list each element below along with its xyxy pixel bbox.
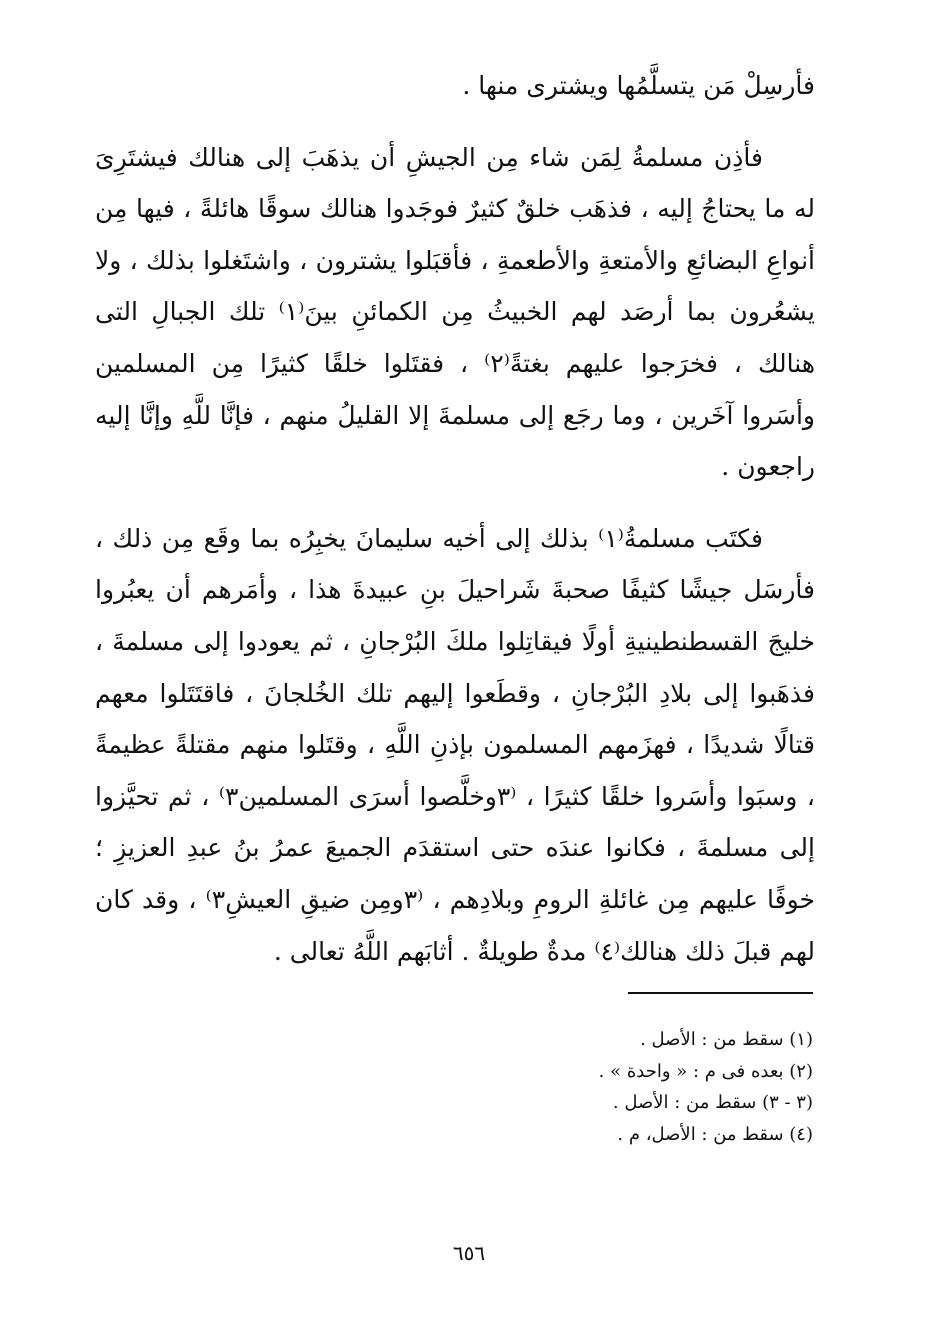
paragraph-maslama-letter: فكتَب مسلمةُ⁽١⁾ بذلك إلى أخيه سليمانَ يخبِرُه بما وقَع مِن ذلك ، فأرسَل جيشًا كثيفًا صحبةَ شَراحيلَ بنِ عبيدةَ هذا ، وأمَرهم أن يعبُروا خليجَ القسطنطينيةِ أولًا فيقاتِلوا ملكَ البُرْجانِ ، ثم يعودوا إلى مسلمةَ ، فذهَبوا إلى بلادِ البُرْجانِ ، وقطَعوا إليهم تلك الخُلجانَ ، فاقتَتَلوا معهم قتالًا شديدًا ، فهزَمهم المسلمون بإذنِ اللَّهِ ، وقتَلوا منهم مقتلةً عظيمةً ، وسبَوا وأسَروا خلقًا كثيرًا ، ⁽٣وخلَّصوا أسرَى المسلمين٣⁾ ، ثم تحيَّزوا إلى مسلمةَ ، فكانوا عندَه حتى استقدَم الجميعَ عمرُ بنُ عبدِ العزيزِ ؛ خوفًا عليهم مِن غائلةِ الرومِ وبلادِهم ، ⁽٣ومِن ضيقِ العيشِ٣⁾ ، وقد كان لهم قبلَ ذلك هنالك⁽٤⁾ مدةٌ طويلةٌ . أثابَهم اللَّهُ تعالى .: [95, 523, 815, 966]
footnotes: [420, 1024, 813, 1150]
footnote-3: (٣ - ٣) سقط من : الأصل .: [612, 1092, 813, 1113]
footnote-divider: [628, 992, 813, 994]
footnote-4: (٤) سقط من : الأصل، م .: [617, 1123, 813, 1145]
footnote-1: (١) سقط من : الأصل .: [640, 1029, 813, 1050]
page-number: ٦٥٦: [452, 1241, 486, 1265]
paragraph-continuation: فأرسِلْ مَن يتسلَّمُها ويشترى منها .: [462, 71, 815, 100]
main-text: [95, 60, 815, 977]
paragraph-army-ambush: فأذِن مسلمةُ لِمَن شاء مِن الجيشِ أن يذهَبَ إلى هنالك فيشتَرِىَ له ما يحتاجُ إليه ، فذهَب خلقٌ كثيرٌ فوجَدوا هنالك سوقًا هائلةً ، فيها مِن أنواعِ البضائعِ والأمتعةِ والأطعمةِ ، فأقبَلوا يشترون ، واشتَغلوا بذلك ، ولا يشعُرون بما أرصَد لهم الخبيثُ مِن الكمائنِ بينَ⁽١⁾ تلك الجبالِ التى هنالك ، فخرَجوا عليهم بغتةً⁽٢⁾ ، فقتَلوا خلقًا كثيرًا مِن المسلمين وأسَروا آخَرين ، وما رجَع إلى مسلمةَ إلا القليلُ منهم ، فإنَّا للَّهِ وإنَّا إليه راجعون .: [95, 142, 816, 482]
footnote-2: (٢) بعده فى م : « واحدة » .: [598, 1060, 813, 1082]
